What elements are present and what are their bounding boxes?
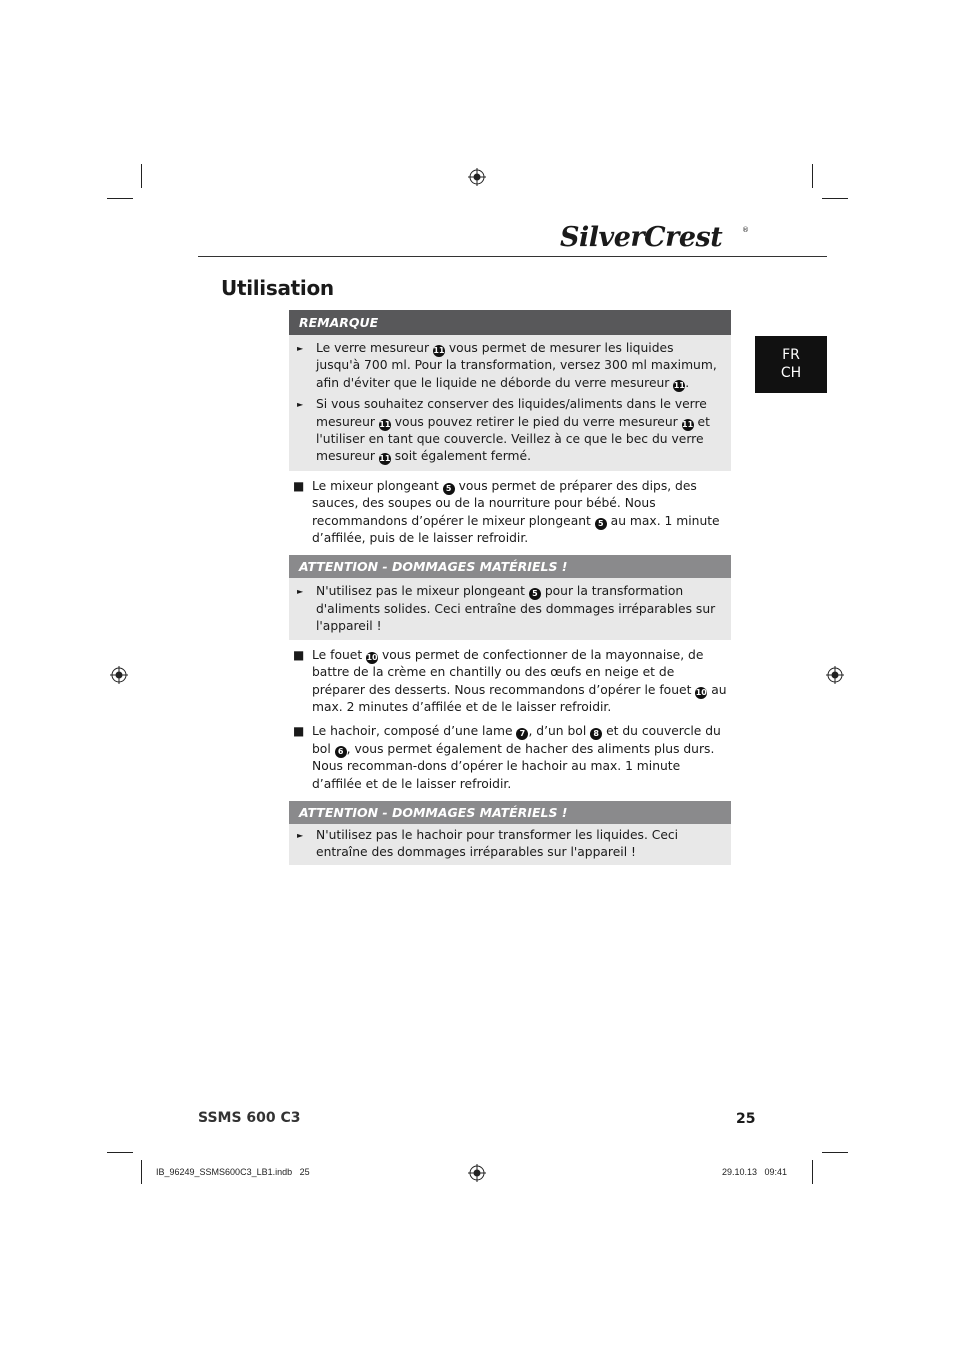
page-title: Utilisation bbox=[221, 276, 334, 300]
content-column bbox=[289, 310, 731, 865]
part-number-icon: 11 bbox=[379, 419, 391, 429]
warning-text: N'utilisez pas le hachoir pour transformer les liquides. Ceci entraîne des dommages irréparables sur l'appareil ! bbox=[316, 827, 679, 860]
arrow-right-icon: ► bbox=[297, 830, 304, 840]
instruction-item bbox=[289, 723, 731, 793]
svg-text:SilverCrest: SilverCrest bbox=[560, 222, 723, 253]
note-text: Le verre mesureur 11 vous permet de mesurer les liquides jusqu'à 700 ml. Pour la transformation, versez 300 ml maximum, afin d'éviter que le liquide ne déborde du verre mesureur 11. bbox=[316, 341, 717, 390]
language-code-ch: CH bbox=[780, 365, 802, 381]
silvercrest-logo bbox=[560, 218, 750, 254]
part-number-icon: 10 bbox=[366, 652, 378, 662]
remarque-box bbox=[289, 310, 731, 471]
arrow-right-icon: ► bbox=[297, 587, 304, 597]
square-bullet-icon: ■ bbox=[293, 478, 305, 493]
crop-mark bbox=[141, 1160, 142, 1184]
part-number-icon: 11 bbox=[673, 380, 685, 390]
note-item bbox=[295, 396, 721, 466]
part-number-icon: 5 bbox=[529, 588, 541, 600]
part-number-icon: 11 bbox=[379, 454, 391, 464]
part-number-icon: 7 bbox=[516, 728, 528, 740]
part-number-icon: 8 bbox=[590, 728, 602, 740]
language-code-fr: FR bbox=[782, 347, 800, 363]
remarque-body bbox=[289, 335, 731, 471]
registration-mark-icon bbox=[826, 666, 844, 684]
registration-mark-icon bbox=[468, 168, 486, 186]
part-number-icon: 11 bbox=[433, 346, 445, 355]
part-number-icon: 6 bbox=[335, 746, 347, 758]
attention-box bbox=[289, 801, 731, 865]
crop-mark bbox=[107, 1152, 133, 1153]
instruction-text: Le hachoir, composé d’une lame 7 , d’un bol 8 et du couvercle du bol 6 , vous permet également de hacher des aliments plus durs. Nous recomman-dons d’opérer le hachoir au max. 1 minute d’affilée et de le laisser refroidir. bbox=[312, 724, 721, 791]
registration-mark-icon bbox=[468, 1164, 486, 1182]
part-number-icon: 10 bbox=[695, 687, 707, 697]
instruction-text: Le fouet 10 vous permet de confectionner de la mayonnaise, de battre de la crème en chantilly ou des œufs en neige et de préparer des desserts. Nous recommandons d’opérer le fouet 10 au max. 2 minutes d’affilée et de le laisser refroidir. bbox=[312, 647, 727, 714]
part-number-icon: 5 bbox=[595, 518, 607, 530]
attention-heading: ATTENTION - DOMMAGES MATÉRIELS ! bbox=[289, 801, 731, 824]
print-slug-date: 29.10.13 09:41 bbox=[722, 1167, 788, 1177]
attention-heading: ATTENTION - DOMMAGES MATÉRIELS ! bbox=[289, 555, 731, 578]
crop-mark bbox=[822, 1152, 848, 1153]
square-bullet-icon: ■ bbox=[293, 724, 305, 739]
arrow-right-icon: ► bbox=[297, 400, 304, 410]
svg-text:®: ® bbox=[742, 226, 749, 234]
warning-item bbox=[295, 583, 721, 635]
square-bullet-icon: ■ bbox=[293, 647, 305, 662]
language-tab bbox=[755, 336, 827, 393]
warning-item bbox=[295, 827, 721, 862]
instruction-item bbox=[289, 478, 731, 548]
print-slug-file: IB_96249_SSMS600C3_LB1.indb 25 bbox=[156, 1167, 310, 1177]
warning-text: N'utilisez pas le mixeur plongeant 5 pour la transformation d'aliments solides. Ceci entraîne des dommages irréparables sur l'appareil ! bbox=[316, 584, 716, 634]
instruction-item bbox=[289, 647, 731, 717]
attention-body bbox=[289, 578, 731, 639]
note-text: Si vous souhaitez conserver des liquides/aliments dans le verre mesureur 11 vous pouvez retirer le pied du verre mesureur 11 et l'utiliser en tant que couvercle. Veillez à ce que le bec du verre mesureur 11 soit également fermé. bbox=[316, 397, 710, 464]
attention-box bbox=[289, 555, 731, 639]
part-number-icon: 5 bbox=[443, 483, 455, 495]
crop-mark bbox=[812, 1160, 813, 1184]
registration-mark-icon bbox=[110, 666, 128, 684]
crop-mark bbox=[141, 164, 142, 188]
instruction-text: Le mixeur plongeant 5 vous permet de préparer des dips, des sauces, des soupes ou de la nourriture pour bébé. Nous recommandons d’opérer le mixeur plongeant 5 au max. 1 minute d’affilée, puis de le laisser refroidir. bbox=[312, 478, 720, 546]
note-item bbox=[295, 340, 721, 392]
remarque-heading: REMARQUE bbox=[289, 310, 731, 335]
part-number-icon: 11 bbox=[682, 419, 694, 429]
crop-mark bbox=[812, 164, 813, 188]
arrow-right-icon: ► bbox=[297, 344, 304, 353]
header-rule bbox=[198, 256, 827, 257]
crop-mark bbox=[107, 198, 133, 199]
attention-body bbox=[289, 824, 731, 865]
page-number: 25 bbox=[736, 1111, 756, 1127]
model-number: SSMS 600 C3 bbox=[198, 1110, 301, 1126]
crop-mark bbox=[822, 198, 848, 199]
